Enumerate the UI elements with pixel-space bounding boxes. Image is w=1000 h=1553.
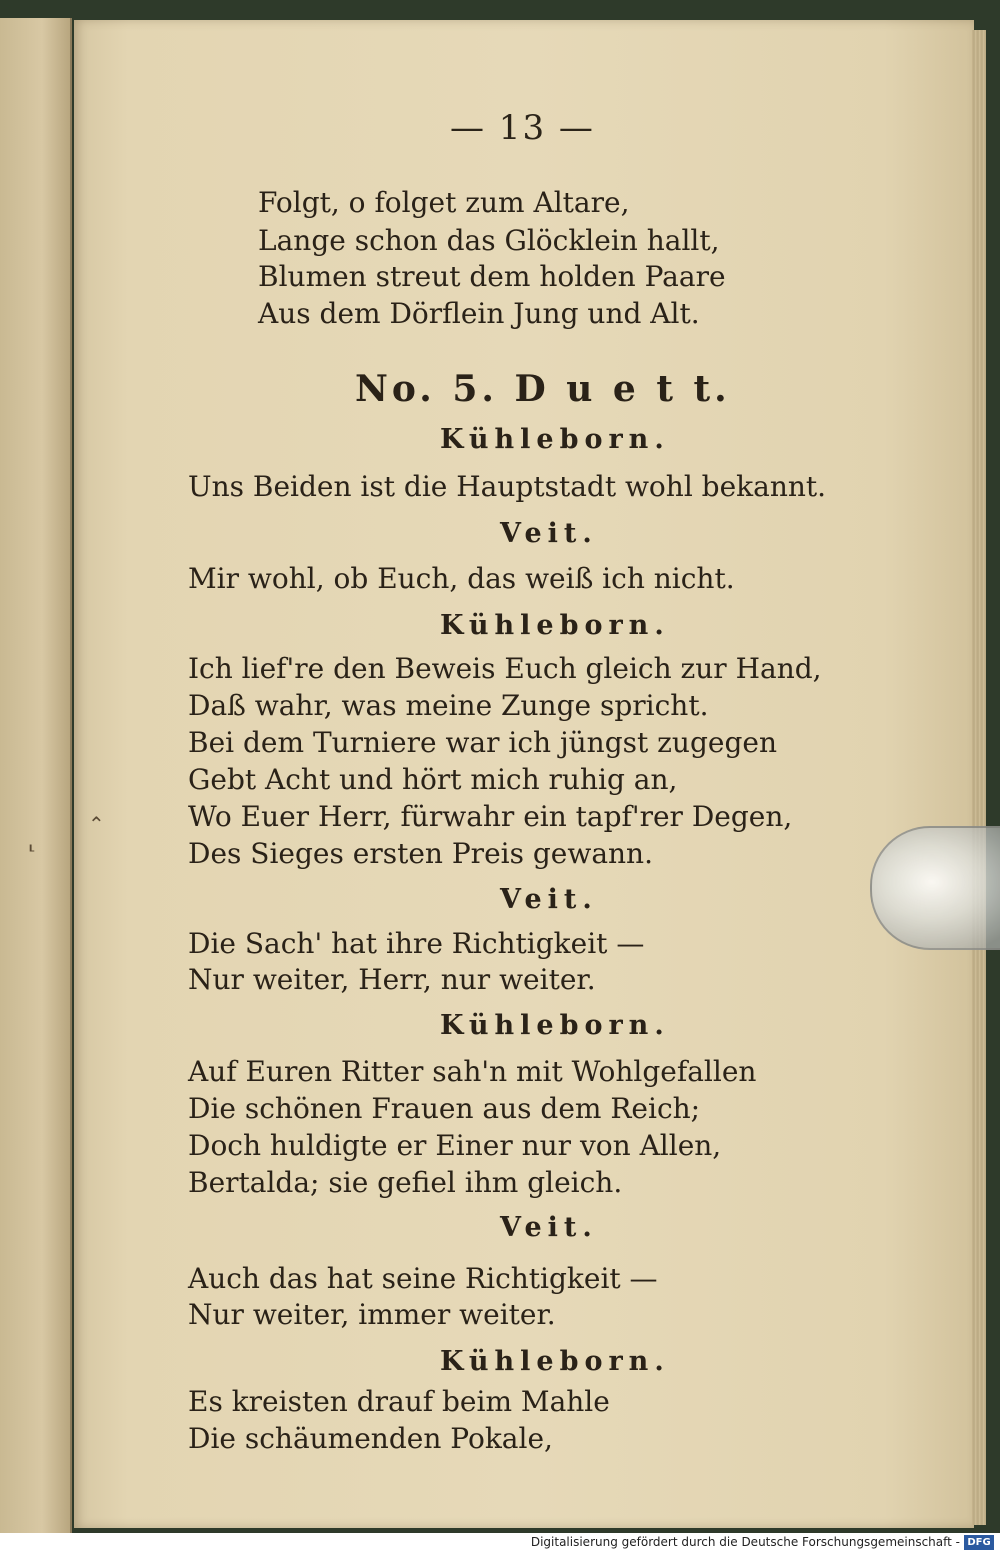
dialogue-line: Ich lief're den Beweis Euch gleich zur Hand,	[188, 652, 822, 685]
dialogue-line: Mir wohl, ob Euch, das weiß ich nicht.	[188, 562, 735, 595]
footer-credit: Digitalisierung gefördert durch die Deutsche Forschungsgemeinschaft -	[530, 1535, 960, 1549]
dialogue-line: Doch huldigte er Einer nur von Allen,	[188, 1129, 722, 1162]
dialogue-line: Gebt Acht und hört mich ruhig an,	[188, 763, 678, 796]
dialogue-line: Uns Beiden ist die Hauptstadt wohl bekannt.	[188, 470, 827, 503]
speaker-name: Veit.	[500, 1212, 598, 1243]
speaker-name: Kühleborn.	[440, 610, 670, 641]
previous-page-edge	[0, 18, 72, 1533]
dialogue-line: Es kreisten drauf beim Mahle	[188, 1385, 610, 1418]
section-title: No. 5. D u e t t.	[355, 368, 731, 410]
margin-arrow-mark: ⌃	[88, 812, 105, 836]
dialogue-line: Auf Euren Ritter sah'n mit Wohlgefallen	[188, 1055, 757, 1088]
dialogue-line: Auch das hat seine Richtigkeit —	[188, 1262, 658, 1295]
dialogue-line: Wo Euer Herr, fürwahr ein tapf'rer Degen,	[188, 800, 793, 833]
dialogue-line: Des Sieges ersten Preis gewann.	[188, 837, 653, 870]
verse-line: Folgt, o folget zum Altare,	[258, 186, 630, 219]
glass-page-clip	[870, 826, 1000, 950]
digitization-footer	[0, 1533, 1000, 1553]
dfg-logo: DFG	[964, 1535, 994, 1550]
dialogue-line: Die schönen Frauen aus dem Reich;	[188, 1092, 701, 1125]
verse-line: Lange schon das Glöcklein hallt,	[258, 224, 720, 257]
dialogue-line: Nur weiter, Herr, nur weiter.	[188, 963, 596, 996]
verse-line: Aus dem Dörflein Jung und Alt.	[258, 297, 700, 330]
page-number: — 13 —	[450, 108, 595, 148]
speaker-name: Veit.	[500, 518, 598, 549]
dialogue-line: Die schäumenden Pokale,	[188, 1422, 553, 1455]
dialogue-line: Die Sach' hat ihre Richtigkeit —	[188, 927, 645, 960]
dialogue-line: Bei dem Turniere war ich jüngst zugegen	[188, 726, 777, 759]
speaker-name: Kühleborn.	[440, 1346, 670, 1377]
verse-line: Blumen streut dem holden Paare	[258, 260, 726, 293]
dialogue-line: Nur weiter, immer weiter.	[188, 1298, 556, 1331]
margin-mark: ⸤	[28, 830, 36, 854]
speaker-name: Veit.	[500, 884, 598, 915]
dialogue-line: Daß wahr, was meine Zunge spricht.	[188, 689, 709, 722]
dialogue-line: Bertalda; sie gefiel ihm gleich.	[188, 1166, 623, 1199]
speaker-name: Kühleborn.	[440, 424, 670, 455]
speaker-name: Kühleborn.	[440, 1010, 670, 1041]
page-stack-edge	[972, 30, 986, 1525]
